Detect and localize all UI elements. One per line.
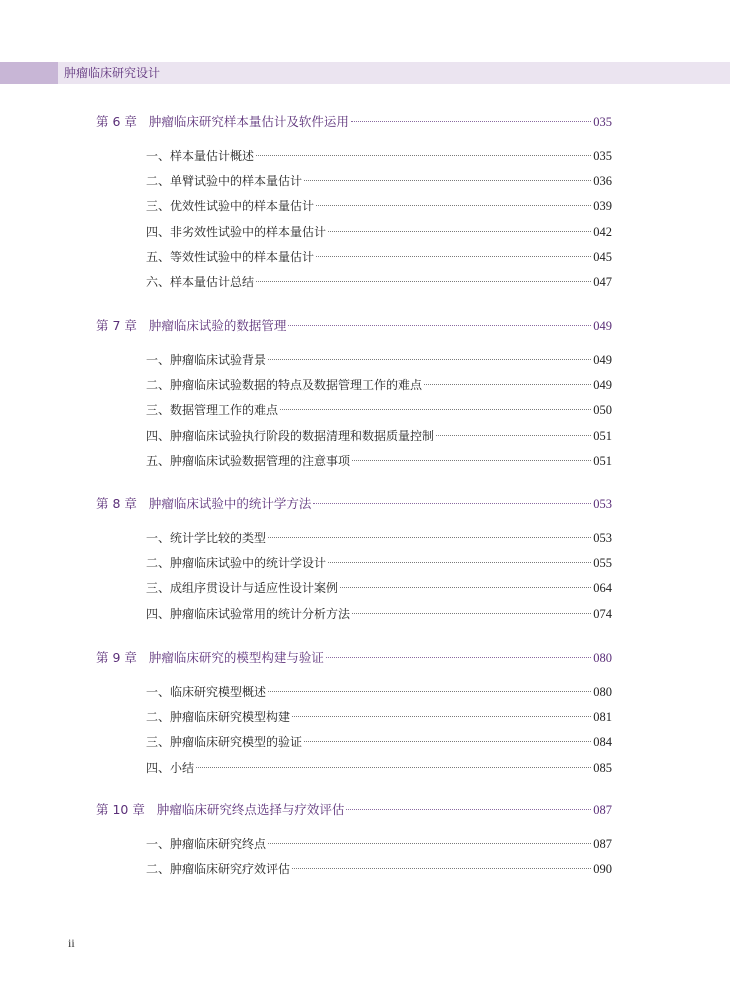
leader-dots — [346, 809, 591, 810]
toc-section-entry[interactable] — [146, 733, 612, 751]
chapter-page-number: 035 — [593, 115, 612, 129]
section-page-number: 051 — [593, 428, 612, 443]
leader-dots — [256, 155, 591, 156]
leader-dots — [280, 409, 591, 410]
section-title: 四、肿瘤临床试验执行阶段的数据清理和数据质量控制 — [146, 428, 435, 443]
section-title: 一、肿瘤临床试验背景 — [146, 353, 267, 367]
chapter-number: 第 10 章 — [96, 802, 145, 817]
leader-dots — [292, 716, 591, 717]
toc-section-entry[interactable] — [146, 860, 612, 878]
section-title: 四、肿瘤临床试验常用的统计分析方法 — [146, 606, 351, 621]
section-page-number: 055 — [593, 556, 612, 571]
leader-dots — [326, 657, 591, 658]
section-page-number: 085 — [593, 760, 612, 775]
section-title: 一、样本量估计概述 — [146, 149, 255, 163]
leader-dots — [256, 281, 591, 282]
section-page-number: 074 — [593, 606, 612, 621]
toc-section-entry[interactable] — [146, 248, 612, 266]
chapter-title: 肿瘤临床研究样本量估计及软件运用 — [148, 114, 349, 129]
section-title: 四、小结 — [146, 760, 195, 775]
section-page-number: 053 — [593, 531, 612, 545]
toc-section-entry[interactable] — [146, 835, 612, 853]
section-title: 一、临床研究模型概述 — [146, 685, 267, 699]
section-page-number: 081 — [593, 710, 612, 725]
toc-section-entry[interactable] — [146, 605, 612, 623]
chapter-title: 肿瘤临床研究终点选择与疗效评估 — [156, 802, 345, 817]
toc-section-entry[interactable] — [146, 452, 612, 470]
leader-dots — [304, 180, 591, 181]
section-title: 二、肿瘤临床试验中的统计学设计 — [146, 556, 327, 571]
section-title: 五、等效性试验中的样本量估计 — [146, 249, 315, 264]
toc-chapter-entry[interactable] — [96, 648, 612, 666]
section-page-number: 047 — [593, 275, 612, 289]
leader-dots — [424, 384, 591, 385]
section-title: 四、非劣效性试验中的样本量估计 — [146, 224, 327, 239]
section-title: 二、肿瘤临床试验数据的特点及数据管理工作的难点 — [146, 378, 423, 393]
leader-dots — [328, 231, 591, 232]
section-title: 一、统计学比较的类型 — [146, 531, 267, 545]
running-header-accent — [0, 62, 58, 84]
leader-dots — [288, 325, 591, 326]
section-title: 二、单臂试验中的样本量估计 — [146, 174, 303, 189]
chapter-title: 肿瘤临床试验中的统计学方法 — [148, 496, 312, 511]
section-title: 三、数据管理工作的难点 — [146, 403, 279, 418]
leader-dots — [351, 121, 591, 122]
section-title: 五、肿瘤临床试验数据管理的注意事项 — [146, 453, 351, 468]
running-header-title: 肿瘤临床研究设计 — [64, 66, 161, 80]
chapter-page-number: 087 — [593, 803, 612, 817]
toc-section-entry[interactable] — [146, 197, 612, 215]
leader-dots — [316, 256, 591, 257]
leader-dots — [268, 537, 591, 538]
section-page-number: 049 — [593, 353, 612, 367]
section-page-number: 049 — [593, 378, 612, 393]
chapter-number: 第 9 章 — [96, 650, 137, 665]
leader-dots — [268, 691, 591, 692]
page-folio: ii — [68, 936, 75, 950]
toc-section-entry[interactable] — [146, 147, 612, 165]
toc-section-entry[interactable] — [146, 683, 612, 701]
leader-dots — [292, 868, 591, 869]
leader-dots — [313, 503, 591, 504]
toc-section-entry[interactable] — [146, 351, 612, 369]
section-title: 三、优效性试验中的样本量估计 — [146, 199, 315, 214]
toc-section-entry[interactable] — [146, 427, 612, 445]
leader-dots — [352, 460, 591, 461]
section-page-number: 042 — [593, 224, 612, 239]
leader-dots — [196, 767, 591, 768]
leader-dots — [352, 613, 591, 614]
chapter-number: 第 6 章 — [96, 114, 137, 129]
section-title: 二、肿瘤临床研究疗效评估 — [146, 862, 291, 877]
section-page-number: 045 — [593, 249, 612, 264]
section-page-number: 087 — [593, 837, 612, 851]
toc-chapter-entry[interactable] — [96, 112, 612, 130]
section-page-number: 036 — [593, 174, 612, 189]
toc-section-entry[interactable] — [146, 273, 612, 291]
chapter-title: 肿瘤临床试验的数据管理 — [148, 318, 287, 333]
toc-section-entry[interactable] — [146, 579, 612, 597]
toc-section-entry[interactable] — [146, 529, 612, 547]
toc-chapter-entry[interactable] — [96, 800, 612, 818]
section-page-number: 090 — [593, 862, 612, 877]
chapter-page-number: 049 — [593, 319, 612, 333]
toc-section-entry[interactable] — [146, 759, 612, 777]
chapter-title: 肿瘤临床研究的模型构建与验证 — [148, 650, 324, 665]
chapter-number: 第 8 章 — [96, 496, 137, 511]
toc-chapter-entry[interactable] — [96, 316, 612, 334]
chapter-page-number: 053 — [593, 497, 612, 511]
toc-section-entry[interactable] — [146, 401, 612, 419]
section-page-number: 039 — [593, 199, 612, 214]
toc-section-entry[interactable] — [146, 708, 612, 726]
leader-dots — [328, 562, 591, 563]
toc-section-entry[interactable] — [146, 172, 612, 190]
toc-section-entry[interactable] — [146, 376, 612, 394]
toc-section-entry[interactable] — [146, 223, 612, 241]
toc-chapter-entry[interactable] — [96, 494, 612, 512]
section-title: 一、肿瘤临床研究终点 — [146, 837, 267, 851]
section-title: 三、成组序贯设计与适应性设计案例 — [146, 581, 339, 596]
section-page-number: 064 — [593, 581, 612, 596]
leader-dots — [340, 587, 591, 588]
leader-dots — [268, 843, 591, 844]
section-title: 二、肿瘤临床研究模型构建 — [146, 710, 291, 725]
leader-dots — [436, 435, 591, 436]
chapter-number: 第 7 章 — [96, 318, 137, 333]
section-page-number: 080 — [593, 685, 612, 699]
leader-dots — [304, 741, 591, 742]
leader-dots — [316, 205, 591, 206]
section-page-number: 084 — [593, 735, 612, 750]
section-page-number: 050 — [593, 403, 612, 418]
section-title: 三、肿瘤临床研究模型的验证 — [146, 735, 303, 750]
toc-section-entry[interactable] — [146, 554, 612, 572]
section-page-number: 035 — [593, 149, 612, 163]
chapter-page-number: 080 — [593, 651, 612, 665]
leader-dots — [268, 359, 591, 360]
section-page-number: 051 — [593, 453, 612, 468]
section-title: 六、样本量估计总结 — [146, 275, 255, 289]
